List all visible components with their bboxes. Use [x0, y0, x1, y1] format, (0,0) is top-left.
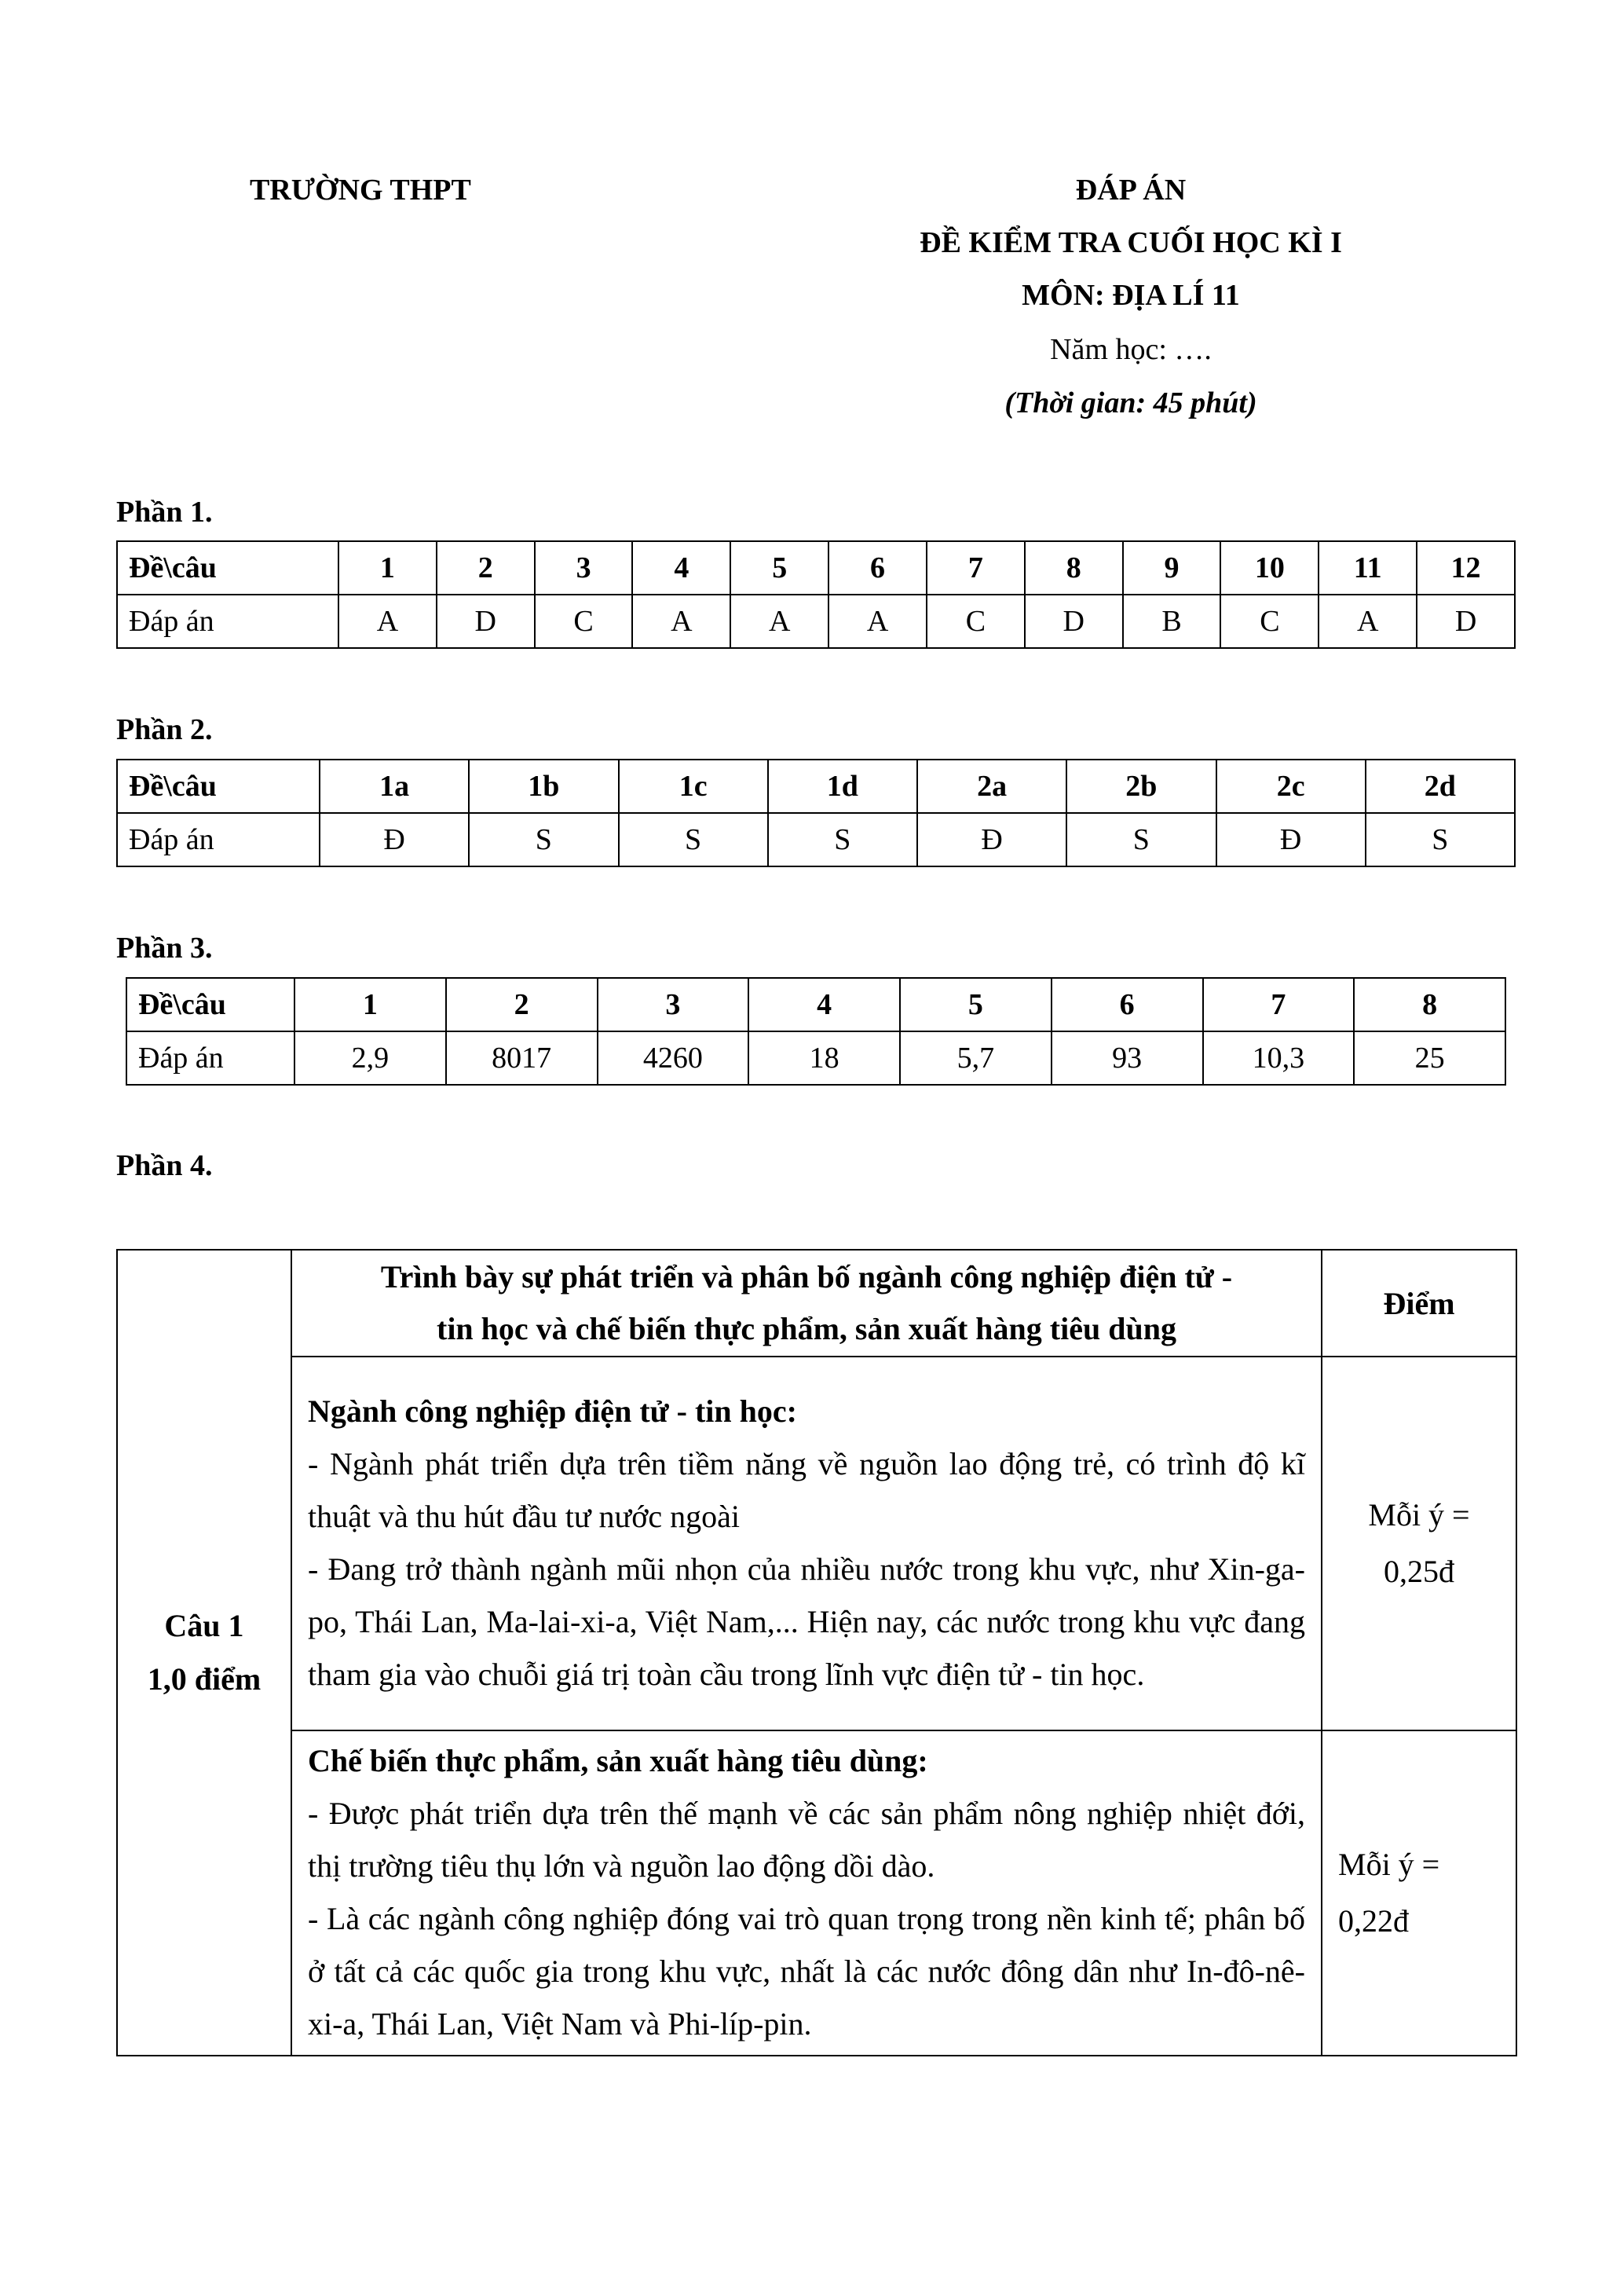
block-title: Ngành công nghiệp điện tử - tin học:	[308, 1393, 797, 1429]
answer-cell: 93	[1052, 1031, 1203, 1085]
rubric-row-electronics	[117, 1357, 1516, 1730]
question-number-cell: 1	[338, 541, 437, 595]
question-number-cell: 1	[294, 978, 446, 1031]
answer-cell: C	[535, 595, 633, 648]
part4-title: Phần 4.	[116, 1149, 213, 1182]
part4-header-row	[117, 1250, 1516, 1357]
score-value: 0,22đ	[1338, 1903, 1409, 1939]
answer-cell: C	[927, 595, 1025, 648]
question-number-cell: 1c	[619, 760, 768, 813]
part2-question-row	[117, 760, 1515, 813]
rubric-header	[291, 1250, 1322, 1357]
question-number-cell: 1b	[469, 760, 618, 813]
answer-cell: A	[1319, 595, 1417, 648]
part1-answer-row	[117, 595, 1515, 648]
answer-cell: S	[1066, 813, 1216, 866]
bullet: - Đang trở thành ngành mũi nhọn của nhiều nước trong khu vực, như Xin-ga-po, Thái Lan, Ma-lai-xi-a, Việt Nam,... Hiện nay, các nước trong khu vực đang tham gia vào chuỗi giá trị toàn cầu trong lĩnh vực điện tử - tin học.	[308, 1551, 1305, 1692]
rubric-row-food-processing	[117, 1730, 1516, 2056]
question-number-cell: 3	[535, 541, 633, 595]
part2-title: Phần 2.	[116, 713, 213, 746]
answer-cell: Đ	[1216, 813, 1366, 866]
question-number-cell: 11	[1319, 541, 1417, 595]
exam-duration: (Thời gian: 45 phút)	[1004, 386, 1257, 419]
question-number-cell: 5	[730, 541, 828, 595]
answer-cell: 18	[748, 1031, 900, 1085]
block-title: Chế biến thực phẩm, sản xuất hàng tiêu dùng:	[308, 1743, 928, 1778]
question-number-cell: 2	[446, 978, 598, 1031]
question-points: 1,0 điểm	[147, 1661, 262, 1697]
question-number-cell: 2d	[1366, 760, 1515, 813]
part1-title: Phần 1.	[116, 496, 213, 529]
part4-rubric-table	[116, 1249, 1517, 2056]
question-number-cell: 4	[748, 978, 900, 1031]
answer-cell: S	[1366, 813, 1515, 866]
score-label: Mỗi ý =	[1368, 1497, 1470, 1532]
question-number-cell: 1d	[768, 760, 917, 813]
exam-title: ĐỀ KIỂM TRA CUỐI HỌC KÌ I	[920, 226, 1342, 259]
answer-cell: S	[768, 813, 917, 866]
answer-cell: 2,9	[294, 1031, 446, 1085]
score-header: Điểm	[1322, 1250, 1516, 1357]
score-label: Mỗi ý =	[1338, 1847, 1440, 1882]
row-label: Đáp án	[126, 1031, 294, 1085]
answer-cell: D	[1025, 595, 1123, 648]
answer-cell: A	[730, 595, 828, 648]
answer-cell: A	[828, 595, 927, 648]
part1-question-row	[117, 541, 1515, 595]
answer-cell: D	[437, 595, 535, 648]
row-label: Đề\câu	[117, 541, 338, 595]
score-cell	[1322, 1730, 1516, 2056]
row-label: Đáp án	[117, 595, 338, 648]
document-title: ĐÁP ÁN	[1075, 174, 1187, 207]
answer-cell: A	[632, 595, 730, 648]
answer-cell: 25	[1354, 1031, 1505, 1085]
part3-answer-table	[126, 977, 1506, 1086]
question-number-cell: 8	[1354, 978, 1505, 1031]
part3-question-row	[126, 978, 1505, 1031]
answer-cell: Đ	[320, 813, 469, 866]
question-number-cell: 6	[828, 541, 927, 595]
question-number-cell: 9	[1123, 541, 1221, 595]
part2-answer-row	[117, 813, 1515, 866]
row-label: Đề\câu	[126, 978, 294, 1031]
question-number-cell: 2	[437, 541, 535, 595]
answer-cell: 4260	[598, 1031, 749, 1085]
answer-cell: C	[1220, 595, 1319, 648]
question-number-cell: 10	[1220, 541, 1319, 595]
bullet: - Được phát triển dựa trên thế mạnh về các sản phẩm nông nghiệp nhiệt đới, thị trường tiêu thụ lớn và nguồn lao động dồi dào.	[308, 1796, 1305, 1884]
question-number-cell: 6	[1052, 978, 1203, 1031]
part3-answer-row	[126, 1031, 1505, 1085]
question-number-cell: 2b	[1066, 760, 1216, 813]
school-year: Năm học: ….	[1050, 333, 1212, 366]
row-label: Đề\câu	[117, 760, 320, 813]
rubric-header-line2: tin học và chế biến thực phẩm, sản xuất hàng tiêu dùng	[437, 1311, 1176, 1346]
question-number-cell: 4	[632, 541, 730, 595]
score-cell	[1322, 1357, 1516, 1730]
row-label: Đáp án	[117, 813, 320, 866]
answer-cell: 5,7	[900, 1031, 1052, 1085]
rubric-header-line1: Trình bày sự phát triển và phân bố ngành công nghiệp điện tử -	[380, 1259, 1233, 1294]
question-number-cell: 5	[900, 978, 1052, 1031]
score-value: 0,25đ	[1384, 1554, 1454, 1589]
bullet: - Là các ngành công nghiệp đóng vai trò quan trọng trong nền kinh tế; phân bố ở tất cả các quốc gia trong khu vực, nhất là các nước đông dân như In-đô-nê-xi-a, Thái Lan, Việt Nam và Phi-líp-pin.	[308, 1901, 1305, 2041]
bullet: - Ngành phát triển dựa trên tiềm năng về nguồn lao động trẻ, có trình độ kĩ thuật và thu hút đầu tư nước ngoài	[308, 1446, 1305, 1534]
answer-cell: B	[1123, 595, 1221, 648]
answer-cell: 8017	[446, 1031, 598, 1085]
part1-answer-table	[116, 540, 1516, 649]
answer-cell: D	[1417, 595, 1515, 648]
question-number-cell: 1a	[320, 760, 469, 813]
answer-cell: Đ	[917, 813, 1066, 866]
answer-cell: S	[469, 813, 618, 866]
answer-cell: 10,3	[1203, 1031, 1355, 1085]
answer-cell: S	[619, 813, 768, 866]
question-number-cell: 3	[598, 978, 749, 1031]
part3-title: Phần 3.	[116, 932, 213, 965]
part2-answer-table	[116, 759, 1516, 867]
rubric-content	[291, 1730, 1322, 2056]
question-number-cell: 8	[1025, 541, 1123, 595]
question-number-cell: 12	[1417, 541, 1515, 595]
rubric-content	[291, 1357, 1322, 1730]
subject-title: MÔN: ĐỊA LÍ 11	[1022, 279, 1240, 312]
question-cell	[117, 1250, 291, 2056]
question-number-cell: 2a	[917, 760, 1066, 813]
question-label: Câu 1	[164, 1608, 244, 1643]
question-number-cell: 7	[1203, 978, 1355, 1031]
question-number-cell: 7	[927, 541, 1025, 595]
question-number-cell: 2c	[1216, 760, 1366, 813]
school-name: TRƯỜNG THPT	[250, 174, 471, 207]
answer-cell: A	[338, 595, 437, 648]
